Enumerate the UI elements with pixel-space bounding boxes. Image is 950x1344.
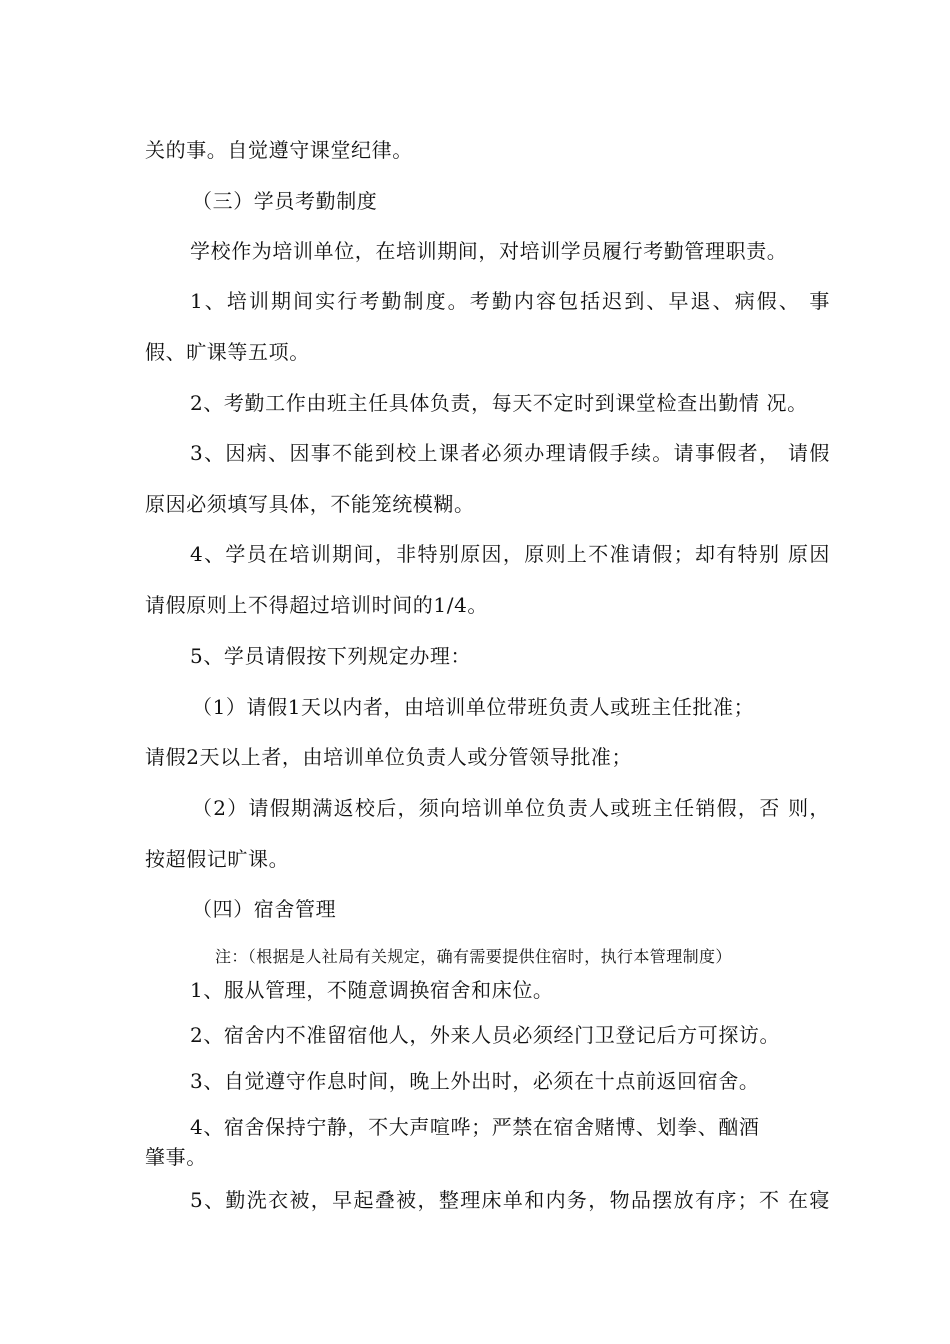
paragraph-line: 1、服从管理，不随意调换宿舍和床位。 [190, 978, 554, 1002]
paragraph-line: 5、学员请假按下列规定办理： [190, 644, 472, 668]
section-heading-attendance: （三）学员考勤制度 [192, 189, 378, 213]
paragraph-line: 2、宿舍内不准留宿他人，外来人员必须经门卫登记后方可探访。 [190, 1023, 781, 1047]
paragraph-line: 学校作为培训单位，在培训期间，对培训学员履行考勤管理职责。 [190, 239, 788, 263]
paragraph-line: 肇事。 [145, 1145, 207, 1169]
note-line: 注：（根据是人社局有关规定，确有需要提供住宿时，执行本管理制度） [215, 947, 732, 966]
paragraph-line: （1）请假1天以内者，由培训单位带班负责人或班主任批准； [192, 695, 755, 719]
paragraph-line: （2）请假期满返校后，须向培训单位负责人或班主任销假，否 则， [192, 796, 830, 820]
paragraph-line: 关的事。自觉遵守课堂纪律。 [145, 138, 413, 162]
paragraph-line: 3、因病、因事不能到校上课者必须办理请假手续。请事假者， 请假 [190, 441, 830, 465]
paragraph-line: 假、旷课等五项。 [145, 340, 310, 364]
paragraph-line: 原因必须填写具体，不能笼统模糊。 [145, 492, 475, 516]
paragraph-line: 3、自觉遵守作息时间，晚上外出时，必须在十点前返回宿舍。 [190, 1069, 760, 1093]
paragraph-line: 1、培训期间实行考勤制度。考勤内容包括迟到、早退、病假、 事 [190, 289, 830, 313]
paragraph-line: 4、学员在培训期间，非特别原因，原则上不准请假；却有特别 原因 [190, 542, 830, 566]
paragraph-line: 请假2天以上者，由培训单位负责人或分管领导批准； [145, 745, 633, 769]
paragraph-line: 2、考勤工作由班主任具体负责，每天不定时到课堂检查出勤情 况。 [190, 391, 808, 415]
paragraph-line: 请假原则上不得超过培训时间的1/4。 [145, 593, 488, 617]
paragraph-line: 5、勤洗衣被，早起叠被，整理床单和内务，物品摆放有序；不 在寝 [190, 1188, 830, 1212]
paragraph-line: 按超假记旷课。 [145, 847, 290, 871]
section-heading-dormitory: （四）宿舍管理 [192, 897, 337, 921]
paragraph-line: 4、宿舍保持宁静，不大声喧哗；严禁在宿舍赌博、划拳、酗酒 [190, 1115, 760, 1139]
